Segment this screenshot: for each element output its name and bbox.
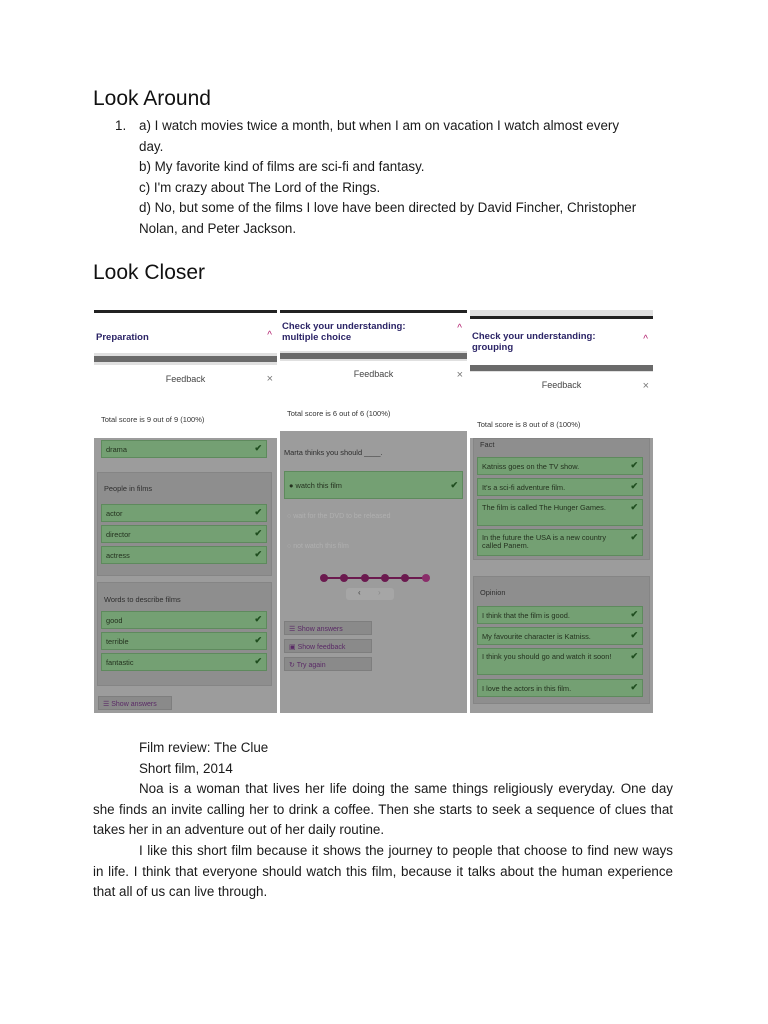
- screenshot-grouping: [470, 310, 653, 713]
- feedback-panel: [470, 372, 653, 438]
- answer-line: d) No, but some of the films I love have been directed by David Fincher, Christopher: [139, 200, 637, 216]
- close-icon[interactable]: ×: [642, 380, 649, 392]
- list-item: In the future the USA is a new country called Panem. ✔: [477, 529, 643, 556]
- list-item: actress ✔: [101, 546, 267, 564]
- check-icon: ✔: [630, 532, 638, 542]
- close-icon[interactable]: ×: [456, 369, 463, 381]
- dimmed-content: [470, 438, 653, 713]
- check-icon: ✔: [254, 656, 262, 666]
- list-icon: ☰: [103, 701, 112, 708]
- list-number: 1.: [115, 118, 127, 133]
- header-divider: [470, 365, 653, 371]
- list-item: drama ✔: [101, 440, 267, 458]
- list-item: Katniss goes on the TV show. ✔: [477, 457, 643, 475]
- check-icon: ✔: [254, 528, 262, 538]
- list-item: terrible ✔: [101, 632, 267, 650]
- list-item: It's a sci-fi adventure film. ✔: [477, 478, 643, 496]
- feedback-title: Feedback: [541, 380, 582, 390]
- list-item: My favourite character is Katniss. ✔: [477, 627, 643, 645]
- answer-option[interactable]: ○ wait for the DVD to be released: [287, 513, 391, 520]
- list-item: I think that the film is good. ✔: [477, 606, 643, 624]
- check-icon: ✔: [630, 502, 638, 512]
- activity-header: [280, 310, 467, 351]
- activity-title: Check your understanding: grouping: [472, 331, 596, 353]
- chevron-left-icon[interactable]: ‹: [358, 588, 361, 597]
- screenshot-multiple-choice: [280, 310, 467, 713]
- check-icon: ✔: [254, 635, 262, 645]
- review-paragraph: Noa is a woman that lives her life doing the same things religiously everyday. One day she finds an invite calling her to drink a coffee. Then she starts to seek a sequence of clues that takes her in an adventure out of her daily routine.: [93, 781, 673, 838]
- check-icon: ✔: [630, 682, 638, 692]
- activity-header: [94, 310, 277, 353]
- check-icon: ✔: [254, 443, 262, 453]
- list-item: director ✔: [101, 525, 267, 543]
- close-icon[interactable]: ×: [266, 373, 273, 385]
- check-icon: ✔: [450, 480, 458, 490]
- header-divider: [280, 353, 467, 359]
- review-title: Film review: The Clue: [139, 740, 269, 755]
- feedback-title: Feedback: [353, 369, 394, 379]
- screenshot-preparation: [94, 310, 277, 713]
- group-label: People in films: [104, 484, 153, 493]
- list-icon: ☰: [289, 626, 298, 633]
- answer-line: c) I'm crazy about The Lord of the Rings.: [139, 179, 381, 195]
- try-again-button[interactable]: ↻ Try again: [284, 657, 372, 671]
- progress-dots: [320, 573, 430, 583]
- check-icon: ✔: [630, 460, 638, 470]
- check-icon: ✔: [254, 614, 262, 624]
- chevron-up-icon[interactable]: ^: [643, 334, 648, 345]
- check-icon: ✔: [630, 609, 638, 619]
- show-answers-button[interactable]: ☰ Show answers: [284, 621, 372, 635]
- feedback-panel: [280, 361, 467, 431]
- answer-line: b) My favorite kind of films are sci-fi and fantasy.: [139, 159, 425, 175]
- answer-option[interactable]: ○ not watch this film: [287, 543, 349, 550]
- answer-option-correct[interactable]: ● watch this film ✔: [284, 471, 463, 499]
- list-item: good ✔: [101, 611, 267, 629]
- list-item: I think you should go and watch it soon! ✔: [477, 648, 643, 675]
- header-divider: [94, 356, 277, 362]
- heading-look-closer: Look Closer: [93, 261, 206, 284]
- activity-title: Preparation: [96, 332, 149, 343]
- dimmed-content: [280, 431, 467, 713]
- score-text: Total score is 8 out of 8 (100%): [477, 420, 581, 429]
- activity-title: Check your understanding: multiple choice: [282, 321, 406, 343]
- check-icon: ✔: [254, 507, 262, 517]
- feedback-panel: [94, 365, 277, 438]
- comment-icon: ▣: [289, 644, 298, 651]
- list-item: The film is called The Hunger Games. ✔: [477, 499, 643, 526]
- question-text: Marta thinks you should ____.: [284, 448, 383, 457]
- dimmed-content: [94, 438, 277, 713]
- check-icon: ✔: [630, 481, 638, 491]
- film-review: [93, 738, 673, 903]
- feedback-title: Feedback: [165, 374, 206, 384]
- list-item: I love the actors in this film. ✔: [477, 679, 643, 697]
- group-label: Fact: [480, 440, 495, 449]
- activity-header: [470, 316, 653, 365]
- list-item: fantastic ✔: [101, 653, 267, 671]
- review-subtitle: Short film, 2014: [139, 760, 233, 776]
- chevron-right-icon[interactable]: ›: [378, 588, 381, 597]
- list-item: actor ✔: [101, 504, 267, 522]
- score-text: Total score is 9 out of 9 (100%): [101, 415, 205, 424]
- chevron-up-icon[interactable]: ^: [457, 323, 462, 334]
- answer-line: day.: [139, 138, 164, 154]
- check-icon: ✔: [254, 549, 262, 559]
- answer-line: Nolan, and Peter Jackson.: [139, 220, 297, 236]
- refresh-icon: ↻: [289, 662, 297, 669]
- pager: [346, 588, 394, 600]
- review-paragraph: I like this short film because it shows the journey to people that choose to find new ways in life. I think that everyone should watch this film, because it talks about the human experience that all of us can live through.: [93, 842, 673, 900]
- score-text: Total score is 6 out of 6 (100%): [287, 409, 391, 418]
- chevron-up-icon[interactable]: ^: [267, 330, 272, 341]
- show-answers-button[interactable]: ☰ Show answers: [98, 696, 172, 710]
- answer-line: a) I watch movies twice a month, but when I am on vacation I watch almost every: [139, 118, 620, 133]
- group-label: Words to describe films: [104, 595, 181, 604]
- heading-look-around: Look Around: [93, 87, 211, 110]
- check-icon: ✔: [630, 651, 638, 661]
- show-feedback-button[interactable]: ▣ Show feedback: [284, 639, 372, 653]
- group-label: Opinion: [480, 588, 506, 597]
- check-icon: ✔: [630, 630, 638, 640]
